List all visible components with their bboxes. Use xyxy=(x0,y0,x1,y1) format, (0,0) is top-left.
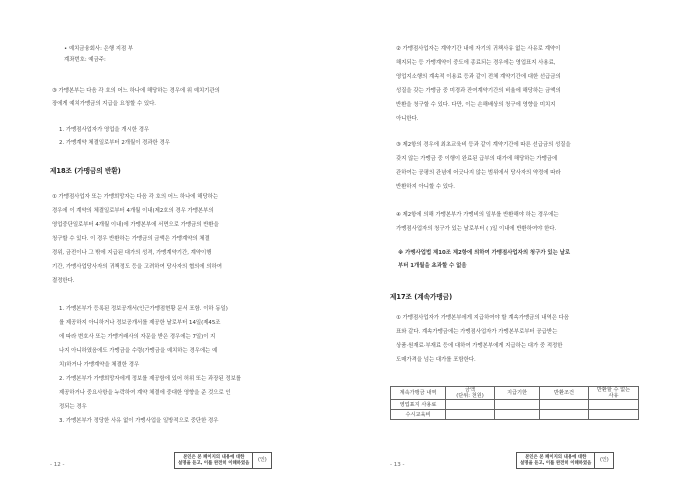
text-line: 2. 가맹본부가 가맹희망자에게 정보를 제공함에 있어 허위 또는 과장된 정보를 xyxy=(59,376,241,382)
table-cell: 수시교육비 xyxy=(391,410,446,420)
text-line: ① 가맹점사업자 또는 가맹희망자는 다음 각 호의 어느 하나에 해당하는 xyxy=(52,194,219,200)
text-line: 1. 가맹본부가 등록된 정보공개서(인근가맹점현황 문서 포함. 이하 동일) xyxy=(59,306,228,312)
table-cell xyxy=(589,400,639,410)
table-cell: 영업표지 사용료 xyxy=(391,400,446,410)
note-line: ※ 가맹사업법 제10조 제2항에 의하여 가맹점사업자의 청구가 있는 날로 xyxy=(398,250,571,256)
text-line: 결정한다. xyxy=(52,278,75,284)
text-line: 반환하지 아니할 수 있다. xyxy=(396,184,455,190)
table-row xyxy=(391,410,639,420)
table-cell xyxy=(446,400,495,410)
text-line: 반환을 청구할 수 있다. 다만, 이는 손해배상의 청구에 영향을 미치지 xyxy=(396,102,556,108)
text-line: 기간, 가맹사업당사자의 귀책정도 등을 고려하여 당사자의 협의에 의하여 xyxy=(52,264,222,270)
table-header-cell: 지급기한 xyxy=(495,387,540,400)
stamp-line: 설명을 듣고, 이를 완전히 이해하였음 xyxy=(520,460,592,466)
stamp-line: 본인은 본 페이지의 내용에 대한 xyxy=(525,455,587,460)
text-line: 제공하거나 중요사항을 누락하여 계약 체결에 중대한 영향을 준 것으로 인 xyxy=(59,390,231,396)
text-line: 를 제공하지 아니하거나 정보공개서를 제공한 날로부터 14일(제45조 xyxy=(59,320,221,326)
text-line: ① 가맹점사업자가 가맹본부에게 지급하여야 할 계속가맹금의 내역은 다음 xyxy=(396,315,570,321)
table-cell xyxy=(589,410,639,420)
continuing-fee-table xyxy=(390,386,639,420)
stamp-text xyxy=(517,453,595,468)
section-heading: 제18조 (가맹금의 반환) xyxy=(50,167,121,175)
text-line: 도매가격을 넘는 대가를 포함한다. xyxy=(396,357,476,363)
table-header-cell: 금액 (단위: 천원) xyxy=(446,387,495,400)
text-line: 장에게 예치가맹금의 지급을 요청할 수 있다. xyxy=(52,101,157,107)
table-cell xyxy=(446,410,495,420)
text-line: 해지되는 등 가맹계약이 중도에 종료되는 경우에는 영업표지 사용료, xyxy=(396,60,556,66)
text-line: ③ 가맹본부는 다음 각 호의 어느 하나에 해당하는 경우에 위 예치기관의 xyxy=(52,88,220,94)
confirmation-stamp xyxy=(516,452,614,469)
table-cell xyxy=(540,410,589,420)
text-line: 아니한다. xyxy=(396,116,419,122)
text-line: 계좌번호: 예금주: xyxy=(64,57,106,63)
text-line: 상품·원재료·부재료 등에 대하여 가맹본부에게 지급하는 대가 중 적정한 xyxy=(396,343,563,349)
table-header-cell: 반환조건 xyxy=(540,387,589,400)
text-line: 경위, 금전이나 그 밖에 지급된 대가의 성격, 가맹계약기간, 계약이행 xyxy=(52,250,212,256)
text-line: • 예치금융회사: 은행 지점 부 xyxy=(64,46,134,52)
table-row xyxy=(391,400,639,410)
table-header-cell: 계속가맹금 내역 xyxy=(391,387,446,400)
text-line: 치)하거나 가맹계약을 체결한 경우 xyxy=(59,362,140,368)
confirmation-stamp xyxy=(174,452,272,469)
text-line: 관하여는 공평의 관념에 어긋나지 않는 범위에서 당사자의 약정에 따라 xyxy=(396,170,561,176)
table-header-cell: 반환할 수 없는 사유 xyxy=(589,387,639,400)
table-cell xyxy=(540,400,589,410)
text-line: 2. 가맹계약 체결일로부터 2개월이 경과한 경우 xyxy=(59,140,170,146)
stamp-line: 설명을 듣고, 이를 완전히 이해하였음 xyxy=(178,460,250,466)
stamp-text xyxy=(175,453,253,468)
text-line: 갖지 않는 가맹금 중 이행이 완료된 급부의 대가에 해당하는 가맹금에 xyxy=(396,156,558,162)
page-right xyxy=(340,0,680,481)
note-line: 부터 1개월을 초과할 수 없음 xyxy=(398,263,467,269)
table-cell xyxy=(495,410,540,420)
text-line: ② 가맹점사업자는 계약기간 내에 자기의 귀책사유 없는 사유로 계약이 xyxy=(396,46,561,52)
text-line: 경우에 이 계약의 체결일로부터 4개월 이내(제2호의 경우 가맹본부의 xyxy=(52,208,214,214)
text-line: 영업지소행의 계속적 이용료 등과 같이 전체 계약기간에 대한 선급금의 xyxy=(396,74,561,80)
page-number: - 12 - xyxy=(50,462,65,468)
table-cell xyxy=(495,400,540,410)
text-line: ③ 제2항의 경우에 최초교육비 등과 같이 계약기간에 따른 선급금의 성질을 xyxy=(396,142,571,148)
table-header-row xyxy=(391,387,639,400)
seal-mark: (인) xyxy=(258,456,267,463)
text-line: 성질을 갖는 가맹금 중 미경과 잔여계약기간의 비율에 해당하는 금액의 xyxy=(396,88,561,94)
text-line: 1. 가맹점사업자가 영업을 개시한 경우 xyxy=(59,127,150,133)
text-line: 청구할 수 있다. 이 경우 반환하는 가맹금의 금액은 가맹계약의 체결 xyxy=(52,236,210,242)
text-line: ④ 제2항에 의해 가맹본부가 가맹비의 일부를 반환해야 하는 경우에는 xyxy=(396,212,559,218)
section-heading: 제17조 (계속가맹금) xyxy=(390,293,453,301)
seal-mark: (인) xyxy=(600,456,609,463)
text-line: 3. 가맹본부가 정당한 사유 없이 가맹사업을 일방적으로 중단한 경우 xyxy=(59,418,219,424)
page-number: - 13 - xyxy=(390,462,405,468)
text-line: 가맹점사업자의 청구가 있는 날로부터 ( )일 이내에 반환하여야 한다. xyxy=(396,226,557,232)
text-line: 표와 같다. 계속가맹금에는 가맹점사업자가 가맹본부로부터 공급받는 xyxy=(396,329,558,335)
text-line: 정되는 경우 xyxy=(59,404,87,410)
stamp-line: 본인은 본 페이지의 내용에 대한 xyxy=(183,455,245,460)
text-line: 에 따라 변호사 또는 가맹거래사의 자문을 받은 경우에는 7일)이 지 xyxy=(59,334,216,340)
text-line: 나지 아니하였음에도 가맹금을 수령(가맹금을 예치하는 경우에는 예 xyxy=(59,348,218,354)
text-line: 영업중단일로부터 4개월 이내)에 가맹본부에 서면으로 가맹금의 반환을 xyxy=(52,222,219,228)
